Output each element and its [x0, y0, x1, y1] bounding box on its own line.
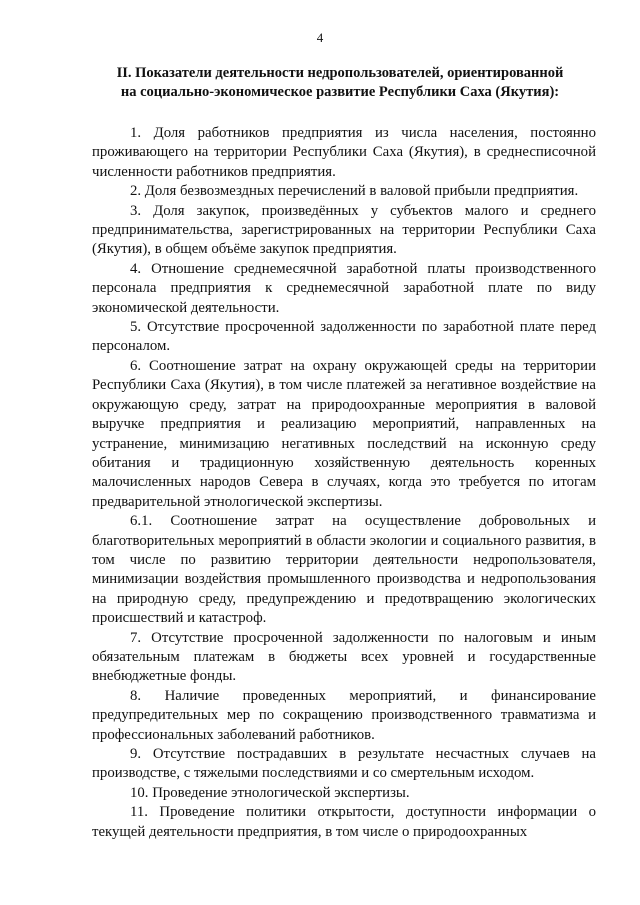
paragraph-9: 9. Отсутствие пострадавших в результате несчастных случаев на производстве, с тяжелыми последствиями и со смертельным исходом. [92, 746, 596, 782]
paragraph-4: 4. Отношение среднемесячной заработной платы производственного персонала предприятия к среднемесячной заработной плате по виду экономической деятельности. [92, 260, 596, 316]
paragraph-2: 2. Доля безвозмездных перечислений в валовой прибыли предприятия. [130, 183, 579, 200]
paragraph-5: 5. Отсутствие просроченной задолженности по заработной плате перед персоналом. [92, 319, 596, 355]
page-number: 4 [316, 30, 324, 45]
section-heading-line-2: на социально-экономическое развитие Республики Саха (Якутия): [120, 84, 560, 100]
paragraph-10: 10. Проведение этнологической экспертизы. [130, 784, 410, 801]
paragraph-1: 1. Доля работников предприятия из числа населения, постоянно проживающего на территории Республики Саха (Якутия), в среднесписочной численности работников предприятия. [92, 125, 596, 180]
paragraph-3: 3. Доля закупок, произведённых у субъектов малого и среднего предпринимательства, зарегистрированных на территории Республики Саха (Якутия), в общем объёме закупок предприятия. [92, 202, 596, 258]
paragraph-6-1: 6.1. Соотношение затрат на осуществление добровольных и благотворительных мероприятий в области экологии и социального развития, в том числе по развитию территории деятельности недропользователя, минимизации воздействия промышленного производства и недропользования на природную среду, предупреждению и предотвращению экологических происшествий и катастроф. [92, 513, 596, 627]
section-heading [92, 64, 588, 102]
paragraph-11: 11. Проведение политики открытости, доступности информации о текущей деятельности предприятия, в том числе о природоохранных [92, 804, 596, 840]
paragraph-7: 7. Отсутствие просроченной задолженности по налоговым и иным обязательным платежам в бюджеты всех уровней и государственные внебюджетные фонды. [92, 629, 596, 685]
section-heading-line-1: II. Показатели деятельности недропользователей, ориентированной [116, 65, 564, 81]
paragraph-6: 6. Соотношение затрат на охрану окружающей среды на территории Республики Саха (Якутия), в том числе платежей за негативное воздействие на окружающую среду, затрат на природоохранные мероприятия в валовой выручке предприятия и реализацию мероприятий, направленных на устранение, минимизацию негативных последствий на исконную среду обитания и традиционную хозяйственную деятельность коренных малочисленных народов Севера в случаях, когда это требуется по итогам предварительной этнологической экспертизы. [92, 357, 596, 510]
paragraph-8: 8. Наличие проведенных мероприятий, и финансирование предупредительных мер по сокращению производственного травматизма и профессиональных заболеваний работников. [92, 687, 596, 743]
document-body [92, 124, 596, 842]
